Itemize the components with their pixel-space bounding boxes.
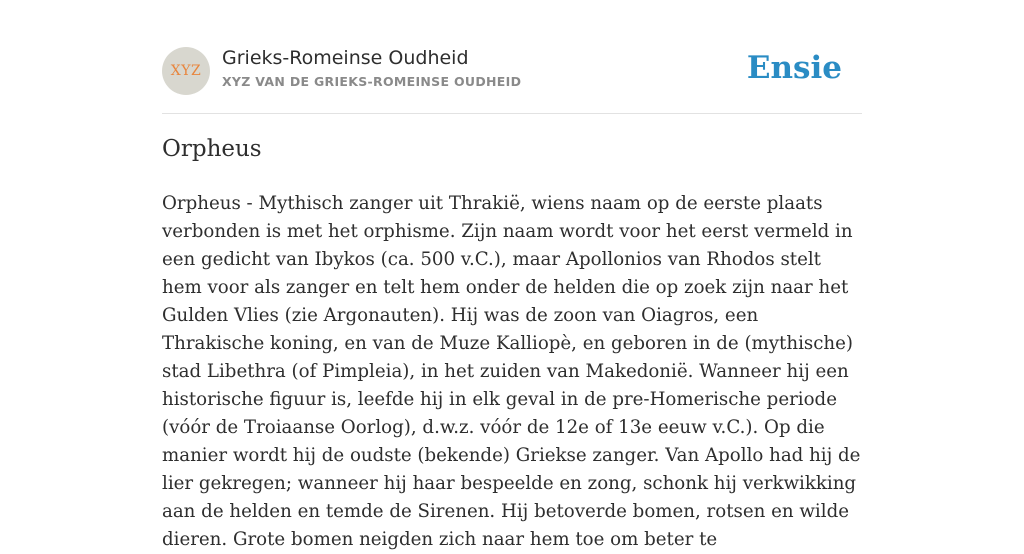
- avatar[interactable]: XYZ: [162, 47, 210, 95]
- ensie-logo[interactable]: Ensie: [746, 50, 842, 86]
- account-subtitle: XYZ VAN DE GRIEKS-ROMEINSE OUDHEID: [222, 74, 522, 89]
- account-info[interactable]: [222, 44, 521, 92]
- account-name[interactable]: Grieks-Romeinse Oudheid: [222, 47, 469, 69]
- article-title: Orpheus: [162, 136, 262, 162]
- article-body: Orpheus - Mythisch zanger uit Thrakië, wiens naam op de eerste plaats verbonden is met het orphisme. Zijn naam wordt voor het eerst vermeld in een gedicht van Ibykos (ca. 500 v.C.), maar Apollonios van Rhodos stelt hem voor als zanger en telt hem onder de helden die op zoek zijn naar het Gulden Vlies (zie Argonauten). Hij was de zoon van Oiagros, een Thrakische koning, en van de Muze Kalliopè, en geboren in de (mythische) stad Libethra (of Pimpleia), in het zuiden van Makedonië. Wanneer hij een historische figuur is, leefde hij in elk geval in de pre-Homerische periode (vóór de Troiaanse Oorlog), d.w.z. vóór de 12e of 13e eeuw v.C.). Op die manier wordt hij de oudste (bekende) Griekse zanger. Van Apollo had hij de lier gekregen; wanneer hij haar bespeelde en zong, schonk hij verkwikking aan de helden en temde de Sirenen. Hij betoverde bomen, rotsen en wilde dieren. Grote bomen neigden zich naar hem toe om beter te: [162, 193, 861, 550]
- header: [162, 0, 862, 114]
- content-container: [162, 0, 862, 550]
